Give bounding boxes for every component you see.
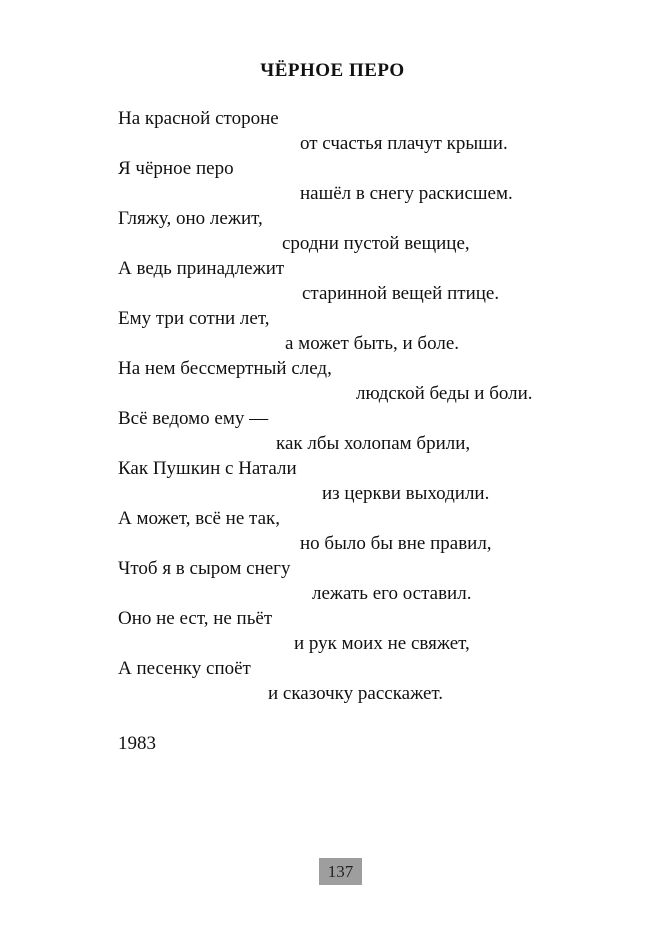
poem-line: как лбы холопам брили,: [276, 433, 471, 454]
poem-line: Гляжу, оно лежит,: [118, 208, 263, 229]
poem-line: Ему три сотни лет,: [118, 308, 270, 329]
poem-line: старинной вещей птице.: [302, 283, 500, 304]
poem-line: сродни пустой вещице,: [282, 233, 470, 254]
poem-line: А песенку споёт: [118, 658, 251, 679]
poem-line: из церкви выходили.: [322, 483, 490, 504]
page-number: 137: [319, 858, 362, 885]
poem-line: и сказочку расскажет.: [268, 683, 444, 704]
poem-line: Оно не ест, не пьёт: [118, 608, 273, 629]
poem-line: но было бы вне правил,: [300, 533, 492, 554]
poem-line: Я чёрное перо: [118, 158, 234, 179]
poem-year: 1983: [118, 733, 156, 754]
poem-line: Чтоб я в сыром снегу: [118, 558, 291, 579]
poem-line: А ведь принадлежит: [118, 258, 285, 279]
poem-line: На нем бессмертный след,: [118, 358, 332, 379]
poem-line: А может, всё не так,: [118, 508, 280, 529]
poem-line: а может быть, и боле.: [285, 333, 459, 354]
poem-line: от счастья плачут крыши.: [300, 133, 508, 154]
poem-line: нашёл в снегу раскисшем.: [300, 183, 513, 204]
poem-line: людской беды и боли.: [356, 383, 533, 404]
poem-line: Как Пушкин с Натали: [118, 458, 297, 479]
poem-line: и рук моих не свяжет,: [294, 633, 470, 654]
poem-line: На красной стороне: [118, 108, 279, 129]
poem-line: Всё ведомо ему —: [118, 408, 269, 429]
poem-title: ЧЁРНОЕ ПЕРО: [260, 60, 405, 81]
poem-line: лежать его оставил.: [312, 583, 472, 604]
